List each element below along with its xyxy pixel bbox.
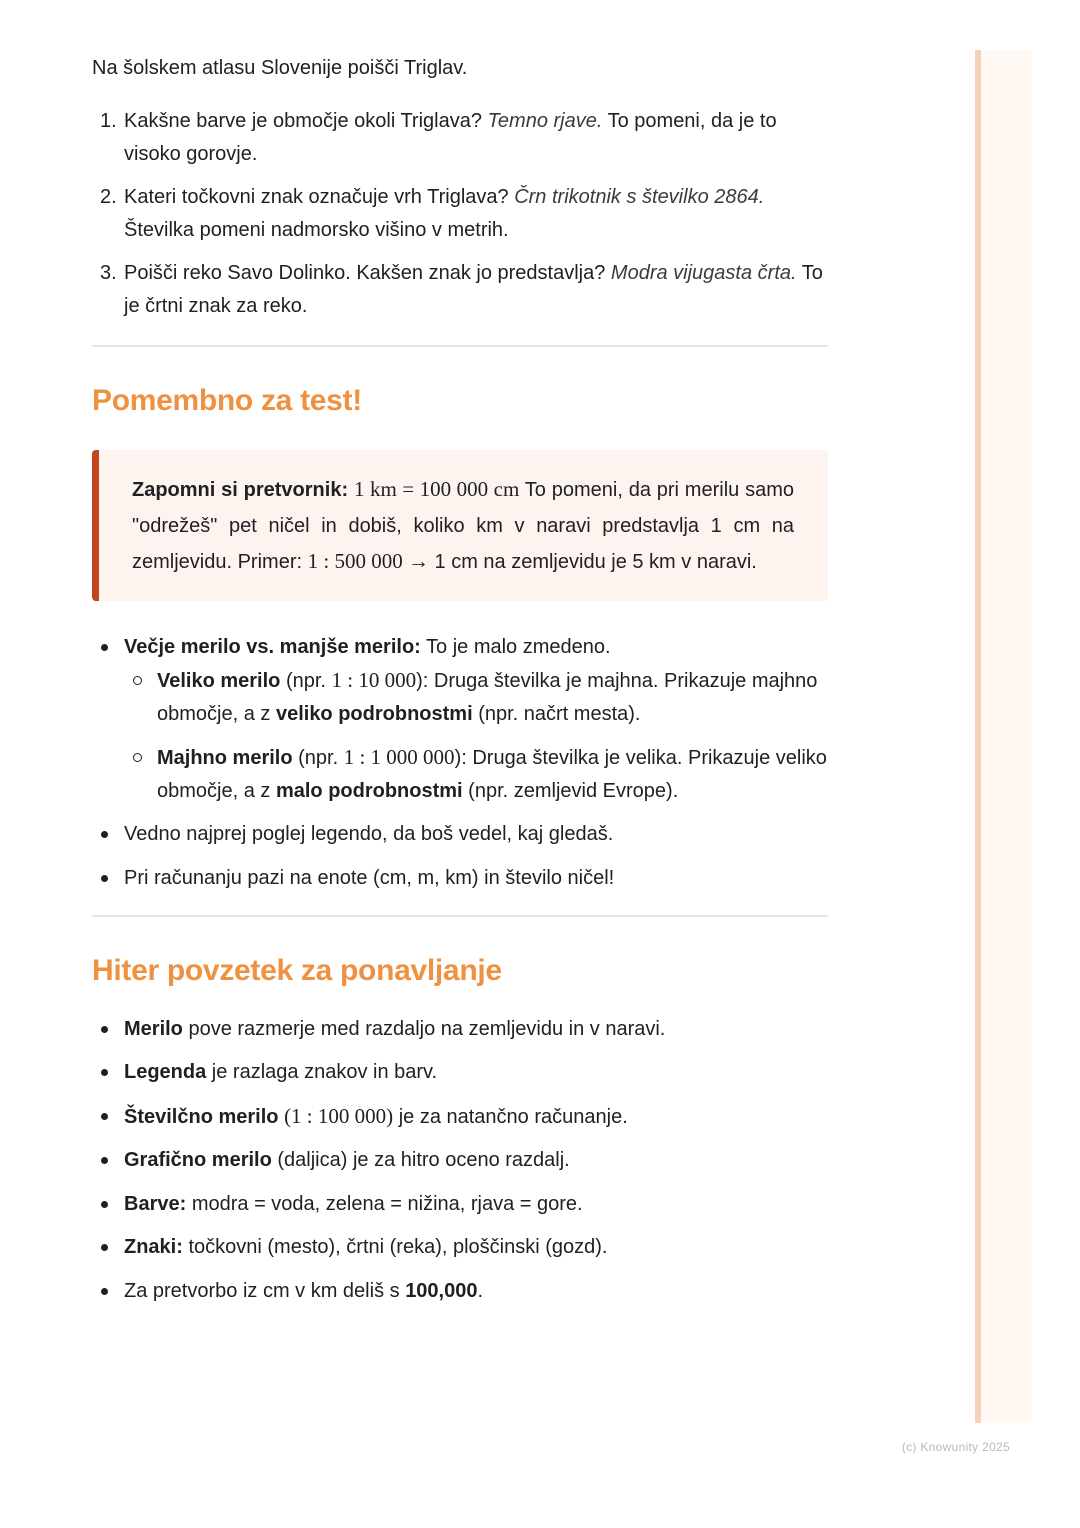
task-answer: Modra vijugasta črta.: [610, 262, 797, 284]
test-bullets: [92, 631, 828, 895]
intro-text: Na šolskem atlasu Slovenije poišči Triglav.: [92, 57, 468, 79]
list-item: [92, 631, 828, 808]
task-note: To je črtni znak za reko.: [124, 262, 823, 317]
sub-text: ): Druga številka je majhna. Prikazuje majhno območje, a z: [157, 669, 818, 725]
document-content: [92, 52, 828, 1318]
list-item: [92, 181, 828, 247]
bullet-icon: [101, 1113, 108, 1120]
callout-text-end: 1 cm na zemljevidu je 5 km v naravi.: [428, 551, 757, 573]
list-item: [92, 818, 828, 851]
list-number: 3.: [100, 262, 117, 284]
bullet-text: Za pretvorbo iz cm v km deliš s: [124, 1279, 406, 1302]
bullet-bold: Znaki:: [124, 1236, 183, 1258]
bullet-bold: Barve:: [124, 1192, 187, 1215]
sub-list-item: [124, 741, 828, 808]
callout-example: 1 : 500 000 →: [307, 549, 429, 573]
bullet-icon: [101, 1244, 108, 1251]
summary-bullets: [92, 1013, 828, 1308]
scale-ratio: 1 : 1 000 000: [343, 744, 455, 769]
task-question: Kakšne barve je območje okoli Triglava?: [124, 110, 488, 132]
bullet-icon: [101, 1069, 108, 1076]
list-item: [92, 1013, 828, 1046]
sub-text: (npr. zemljevid Evrope).: [462, 779, 679, 802]
list-item: [92, 1231, 828, 1264]
sub-bold: veliko podrobnostmi: [275, 702, 473, 725]
callout-formula: 1 km = 100 000 cm: [353, 477, 520, 501]
bullet-icon: [101, 644, 108, 651]
bullet-bold: Grafično merilo: [124, 1149, 272, 1171]
sidebar-accent-bar: [975, 50, 981, 1423]
list-item: [92, 862, 828, 895]
task-question: Kateri točkovni znak označuje vrh Triglava?: [124, 186, 515, 208]
sub-text: (npr. načrt mesta).: [472, 702, 641, 725]
bullet-text-end: .: [477, 1279, 484, 1302]
list-item: [92, 1144, 828, 1177]
bullet-icon: [101, 1157, 108, 1164]
bullet-bold: Merilo: [124, 1017, 183, 1040]
task-note: To pomeni, da je to visoko gorovje.: [124, 110, 777, 165]
bullet-text: To je malo zmedeno.: [420, 635, 611, 658]
sub-list-item: [124, 664, 828, 731]
list-item: [92, 1100, 828, 1134]
tip-callout: [92, 450, 828, 601]
sub-text: (npr.: [280, 669, 332, 692]
task-question: Poišči reko Savo Dolinko. Kakšen znak jo predstavlja?: [124, 262, 611, 284]
bullet-icon: [101, 831, 108, 838]
bullet-icon: [101, 1026, 108, 1033]
list-item: [92, 257, 828, 323]
task-list: [92, 105, 828, 323]
bullet-text: modra = voda, zelena = nižina, rjava = gore.: [186, 1192, 583, 1215]
list-item: [92, 1056, 828, 1089]
sub-bold: malo podrobnostmi: [275, 779, 463, 802]
list-number: 1.: [100, 110, 117, 132]
callout-label: Zapomni si pretvornik:: [132, 479, 349, 501]
scale-ratio: 1 : 10 000: [331, 667, 417, 692]
bullet-bold: 100,000: [405, 1279, 478, 1302]
section-divider: [92, 345, 828, 347]
bullet-bold: Večje merilo vs. manjše merilo:: [124, 635, 421, 658]
list-number: 2.: [100, 186, 117, 208]
list-item: [92, 1188, 828, 1221]
bullet-text: (daljica) je za hitro oceno razdalj.: [271, 1149, 570, 1171]
bullet-icon: [101, 1201, 108, 1208]
scale-ratio: (1 : 100 000): [284, 1103, 394, 1128]
bullet-text: je za natančno računanje.: [393, 1105, 628, 1128]
copyright-footer: (c) Knowunity 2025: [901, 1440, 1010, 1454]
bullet-icon: [101, 1288, 108, 1295]
section-divider: [92, 915, 828, 917]
bullet-text: točkovni (mesto), črtni (reka), ploščinski (gozd).: [182, 1236, 608, 1258]
sub-bold: Veliko merilo: [157, 669, 281, 692]
sub-text: ): Druga številka je velika. Prikazuje veliko območje, a z: [157, 746, 827, 802]
circle-bullet-icon: [133, 753, 142, 762]
section-heading-test: Pomembno za test!: [92, 384, 362, 417]
bullet-text: pove razmerje med razdaljo na zemljevidu in v naravi.: [182, 1017, 666, 1040]
task-note: Številka pomeni nadmorsko višino v metrih.: [124, 219, 509, 241]
bullet-text: Vedno najprej poglej legendo, da boš vedel, kaj gledaš.: [124, 823, 614, 845]
list-item: [92, 1275, 828, 1308]
list-item: [92, 105, 828, 171]
bullet-icon: [101, 875, 108, 882]
bullet-text: Pri računanju pazi na enote (cm, m, km) in število ničel!: [124, 866, 615, 889]
decorative-sidebar: [975, 50, 1032, 1423]
sub-text: (npr.: [292, 746, 344, 769]
bullet-bold: Legenda: [124, 1061, 207, 1083]
sub-bold: Majhno merilo: [157, 746, 293, 769]
task-answer: Črn trikotnik s številko 2864.: [514, 186, 765, 208]
bullet-text: je razlaga znakov in barv.: [206, 1061, 438, 1083]
circle-bullet-icon: [133, 676, 142, 685]
task-answer: Temno rjave.: [487, 110, 603, 132]
sub-list: [124, 664, 828, 808]
section-heading-summary: Hiter povzetek za ponavljanje: [92, 953, 502, 987]
bullet-bold: Številčno merilo: [124, 1105, 279, 1128]
callout-text: To pomeni, da pri merilu samo "odrežeš" pet ničel in dobiš, koliko km v naravi predstavlja 1 cm na zemljevidu. Primer:: [132, 479, 794, 573]
